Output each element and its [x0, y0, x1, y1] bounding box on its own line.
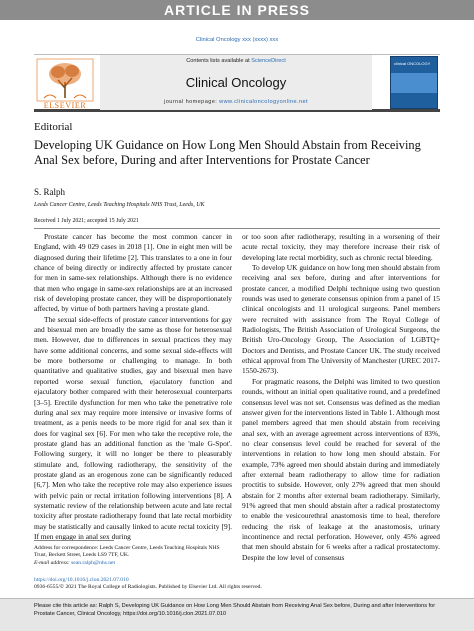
citation-box — [0, 598, 474, 631]
article-in-press-banner: ARTICLE IN PRESS — [0, 0, 474, 20]
cover-title: clinical ONCOLOGY — [394, 61, 431, 66]
contents-line — [100, 58, 372, 64]
doi-link[interactable]: https://doi.org/10.1016/j.clon.2021.07.010 — [34, 577, 129, 583]
body-paragraph: or too soon after radiotherapy, resulting in a worsening of their acute rectal toxicity, they may therefore increase their risk of developing late rectal morbidity, such as chronic rectal bleeding. — [242, 232, 440, 262]
header-divider — [34, 228, 440, 229]
journal-reference[interactable]: Clinical Oncology xxx (xxxx) xxx — [195, 37, 279, 43]
received-dates: Received 1 July 2021; accepted 15 July 2021 — [34, 218, 139, 224]
author-email-link[interactable]: sean.ralph@nhs.net — [71, 559, 116, 566]
masthead-center — [100, 55, 372, 110]
journal-masthead — [34, 54, 440, 112]
body-paragraph: The sexual side-effects of prostate cancer interventions for gay and bisexual men are broadly the same as those for heterosexual men. However, due to differences in sexual practices they may have some additional concerns, and some sexual side-effects will be more bothersome or challenging to manage. In both quantitative and qualitative studies, gay and bisexual men have reported worse sexual function, ejaculatory function and ejaculatory bother compared with their heterosexual counterparts [3–5]. Erectile dysfunction for men who take the penetrative role during anal sex may require more intensive or invasive forms of treatment, as a penis needs to be more rigid for anal sex than it does for vaginal sex [6]. For men who take the receptive role, the prostate gland has an additional function as the 'male G-Spot'. Following surgery, it will no longer be there to pleasurably stimulate and, following radiotherapy, the sensitivity of the prostate gland as an erogenous zone can be significantly reduced [6,7]. Men who take the receptive role may also experience issues with pelvic pain or rectal irritation following interventions [8]. A systematic review of the relationship between acute and late rectal toxicity after prostate radiotherapy found that late rectal morbidity may be statistically and causally linked to acute rectal toxicity [9]. If men engage in anal sex during — [34, 314, 232, 541]
homepage-prefix: journal homepage: — [164, 99, 220, 105]
author-name[interactable]: S. Ralph — [34, 187, 66, 197]
correspondence-address: Address for correspondence: Leeds Cancer Centre, Leeds Teaching Hospitals NHS Trust, Beckett Street, Leeds LS9 7TF, UK. — [34, 545, 220, 559]
citation-text: Please cite this article as: Ralph S, Developing UK Guidance on How Long Men Should Abstain from Receiving Anal Sex before, During and after Interventions for Prostate Cancer, Clinical Oncology, https://doi.org/10.1016/j.clon.2021.07.010 — [34, 603, 436, 617]
elsevier-logo — [36, 58, 94, 110]
journal-homepage-link[interactable]: www.clinicaloncologyonline.net — [219, 99, 308, 105]
elsevier-wordmark: ELSEVIER — [43, 101, 87, 110]
doi-block — [34, 577, 440, 592]
body-column-left — [34, 232, 232, 542]
article-title: Developing UK Guidance on How Long Men Should Abstain from Receiving Anal Sex before, During and after Interventions for Prostate Cancer — [34, 138, 421, 167]
journal-cover-thumbnail — [390, 56, 438, 109]
author-affiliation: Leeds Cancer Centre, Leeds Teaching Hospitals NHS Trust, Leeds, UK — [34, 202, 205, 208]
article-type: Editorial — [34, 121, 73, 133]
homepage-line — [100, 99, 372, 105]
contents-prefix: Contents lists available at — [186, 58, 252, 64]
body-paragraph: For pragmatic reasons, the Delphi was limited to two question rounds, without an initial open qualitative round, and a predefined consensus level was not set. Consensus was defined as the median answer given for the interventions listed in Table 1. Although most panel members agreed that men should abstain from receiving anal sex, with an average agreement across interventions of 83%, no clear consensus level could be reached for several of the interventions in relation to how long men should abstain. For example, 73% agreed men should abstain during and immediately after external beam radiotherapy to allow time for radiation proctitis to subside. However, only 27% agreed that men should abstain for 2 months after external beam radiotherapy. Similarly, 91% agreed that men should abstain after a radical prostatectomy to enable the vesicourethral anastomosis time to heal, therefore reducing the risk of leakage at the anastomosis, urinary incontinence and rectal perforation. However, only 45% agreed that men should abstain for 6 weeks after a radical prostatectomy. Despite the low level of consensus — [242, 376, 440, 562]
body-paragraph: To develop UK guidance on how long men should abstain from receiving anal sex before, during and after interventions for prostate cancer, a modified Delphi technique using two question rounds was used to generate consensus opinion from a panel of 15 clinical oncologists and 11 urological surgeons. Panel members were recruited with assistance from The Royal College of Radiologists, The British Association of Urological Surgeons, the British Uro-Oncology Group, The Association of LGBTQ+ Doctors and Dentists, and Prostate Cancer UK. The study received ethical approval from The University of Manchester (UREC 2017-1550-2673). — [242, 263, 440, 376]
cover-band — [391, 73, 437, 93]
body-column-right — [242, 232, 440, 563]
journal-name: Clinical Oncology — [185, 75, 287, 90]
footnote-divider — [34, 540, 114, 541]
body-paragraph: Prostate cancer has become the most common cancer in England, with 49 029 cases in 2018 [1]. One in eight men will be diagnosed during their lifetime [2]. This translates to a one in four chance of being directly or indirectly affected by prostate cancer for men in same-sex relationships. Although there is no evidence that men who engage in same-sex relationships are at an increased risk of developing prostate cancer, they will be disproportionately affected, by virtue of both partners having a prostate gland. — [34, 232, 232, 314]
email-label: E-mail address: — [34, 559, 72, 566]
elsevier-tree-icon — [36, 58, 94, 102]
sciencedirect-link[interactable]: ScienceDirect — [251, 58, 286, 64]
email-line — [34, 560, 232, 567]
correspondence-footnote — [34, 545, 232, 567]
copyright-line: 0936-6555/© 2021 The Royal College of Radiologists. Published by Elsevier Ltd. All rights reserved. — [34, 584, 262, 591]
